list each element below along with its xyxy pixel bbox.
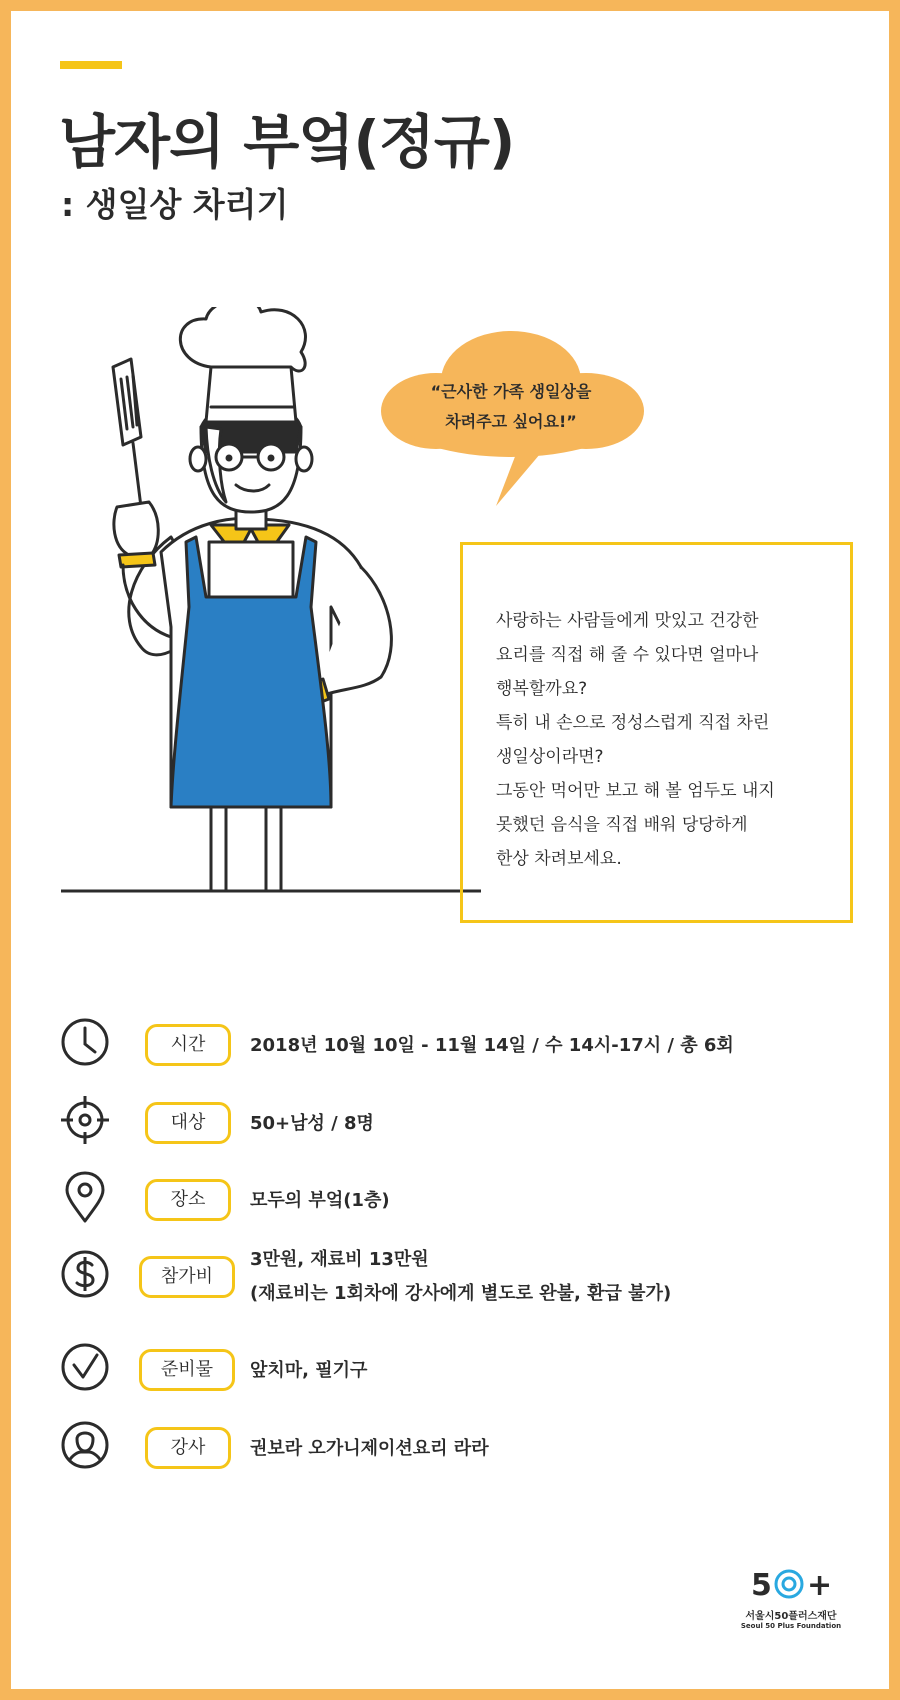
info-row-supplies [59, 1341, 879, 1401]
page-frame [11, 11, 889, 1689]
chef-illustration [61, 307, 481, 897]
info-value: 모두의 부엌(1층) [250, 1190, 390, 1211]
description-line: 사랑하는 사람들에게 맛있고 건강한 [496, 611, 759, 631]
info-row-fee [59, 1248, 879, 1328]
logo-mark-five: 5 [751, 1568, 772, 1603]
page-title: 남자의 부엌(정규) [59, 108, 515, 176]
title-accent-bar [60, 61, 122, 69]
info-label-badge: 준비물 [139, 1349, 235, 1391]
description-line: 그동안 먹어만 보고 해 볼 엄두도 내지 [496, 781, 775, 801]
info-value: 50+남성 / 8명 [250, 1113, 374, 1134]
info-value: 2018년 10월 10일 - 11월 14일 / 수 14시-17시 / 총 6회 [250, 1035, 734, 1056]
target-icon [59, 1094, 111, 1146]
page-subtitle: : 생일상 차리기 [61, 185, 289, 224]
info-value: 앞치마, 필기구 [250, 1360, 368, 1381]
info-row-target [59, 1094, 879, 1154]
info-value: 권보라 오가니제이션요리 라라 [250, 1438, 489, 1459]
description-line: 요리를 직접 해 줄 수 있다면 얼마나 [496, 645, 759, 665]
description-line: 못했던 음식을 직접 배워 당당하게 [496, 815, 748, 835]
info-value [250, 1243, 671, 1311]
logo-english-name: Seoul 50 Plus Foundation [740, 1622, 842, 1630]
info-label-badge: 장소 [145, 1179, 231, 1221]
description-box [460, 542, 853, 923]
info-value-line-2: (재료비는 1회차에 강사에게 별도로 완불, 환급 불가) [250, 1283, 672, 1304]
description-line: 한상 차려보세요. [496, 849, 622, 869]
info-label-badge: 참가비 [139, 1256, 235, 1298]
speech-line-1: “근사한 가족 생일상을 [430, 382, 592, 401]
info-label-badge: 대상 [145, 1102, 231, 1144]
dollar-icon [59, 1248, 111, 1300]
info-label-badge: 시간 [145, 1024, 231, 1066]
info-row-instructor [59, 1419, 879, 1479]
location-pin-icon [59, 1171, 111, 1223]
checkmark-icon [59, 1341, 111, 1393]
description-line: 특히 내 손으로 정성스럽게 직접 차린 [496, 713, 770, 733]
clock-icon [59, 1016, 111, 1068]
person-icon [59, 1419, 111, 1471]
description-line: 생일상이라면? [496, 747, 604, 767]
info-value-line-1: 3만원, 재료비 13만원 [250, 1249, 429, 1270]
info-row-location [59, 1171, 879, 1231]
fifty-plus-logo-icon [749, 1561, 833, 1605]
speech-line-2: 차려주고 싶어요!” [445, 412, 577, 431]
logo-korean-name: 서울시50플러스재단 [745, 1611, 837, 1622]
info-row-time [59, 1016, 879, 1076]
foundation-logo [731, 1561, 851, 1651]
info-label-badge: 강사 [145, 1427, 231, 1469]
description-line: 행복할까요? [496, 679, 588, 699]
logo-mark-plus: + [807, 1568, 833, 1603]
